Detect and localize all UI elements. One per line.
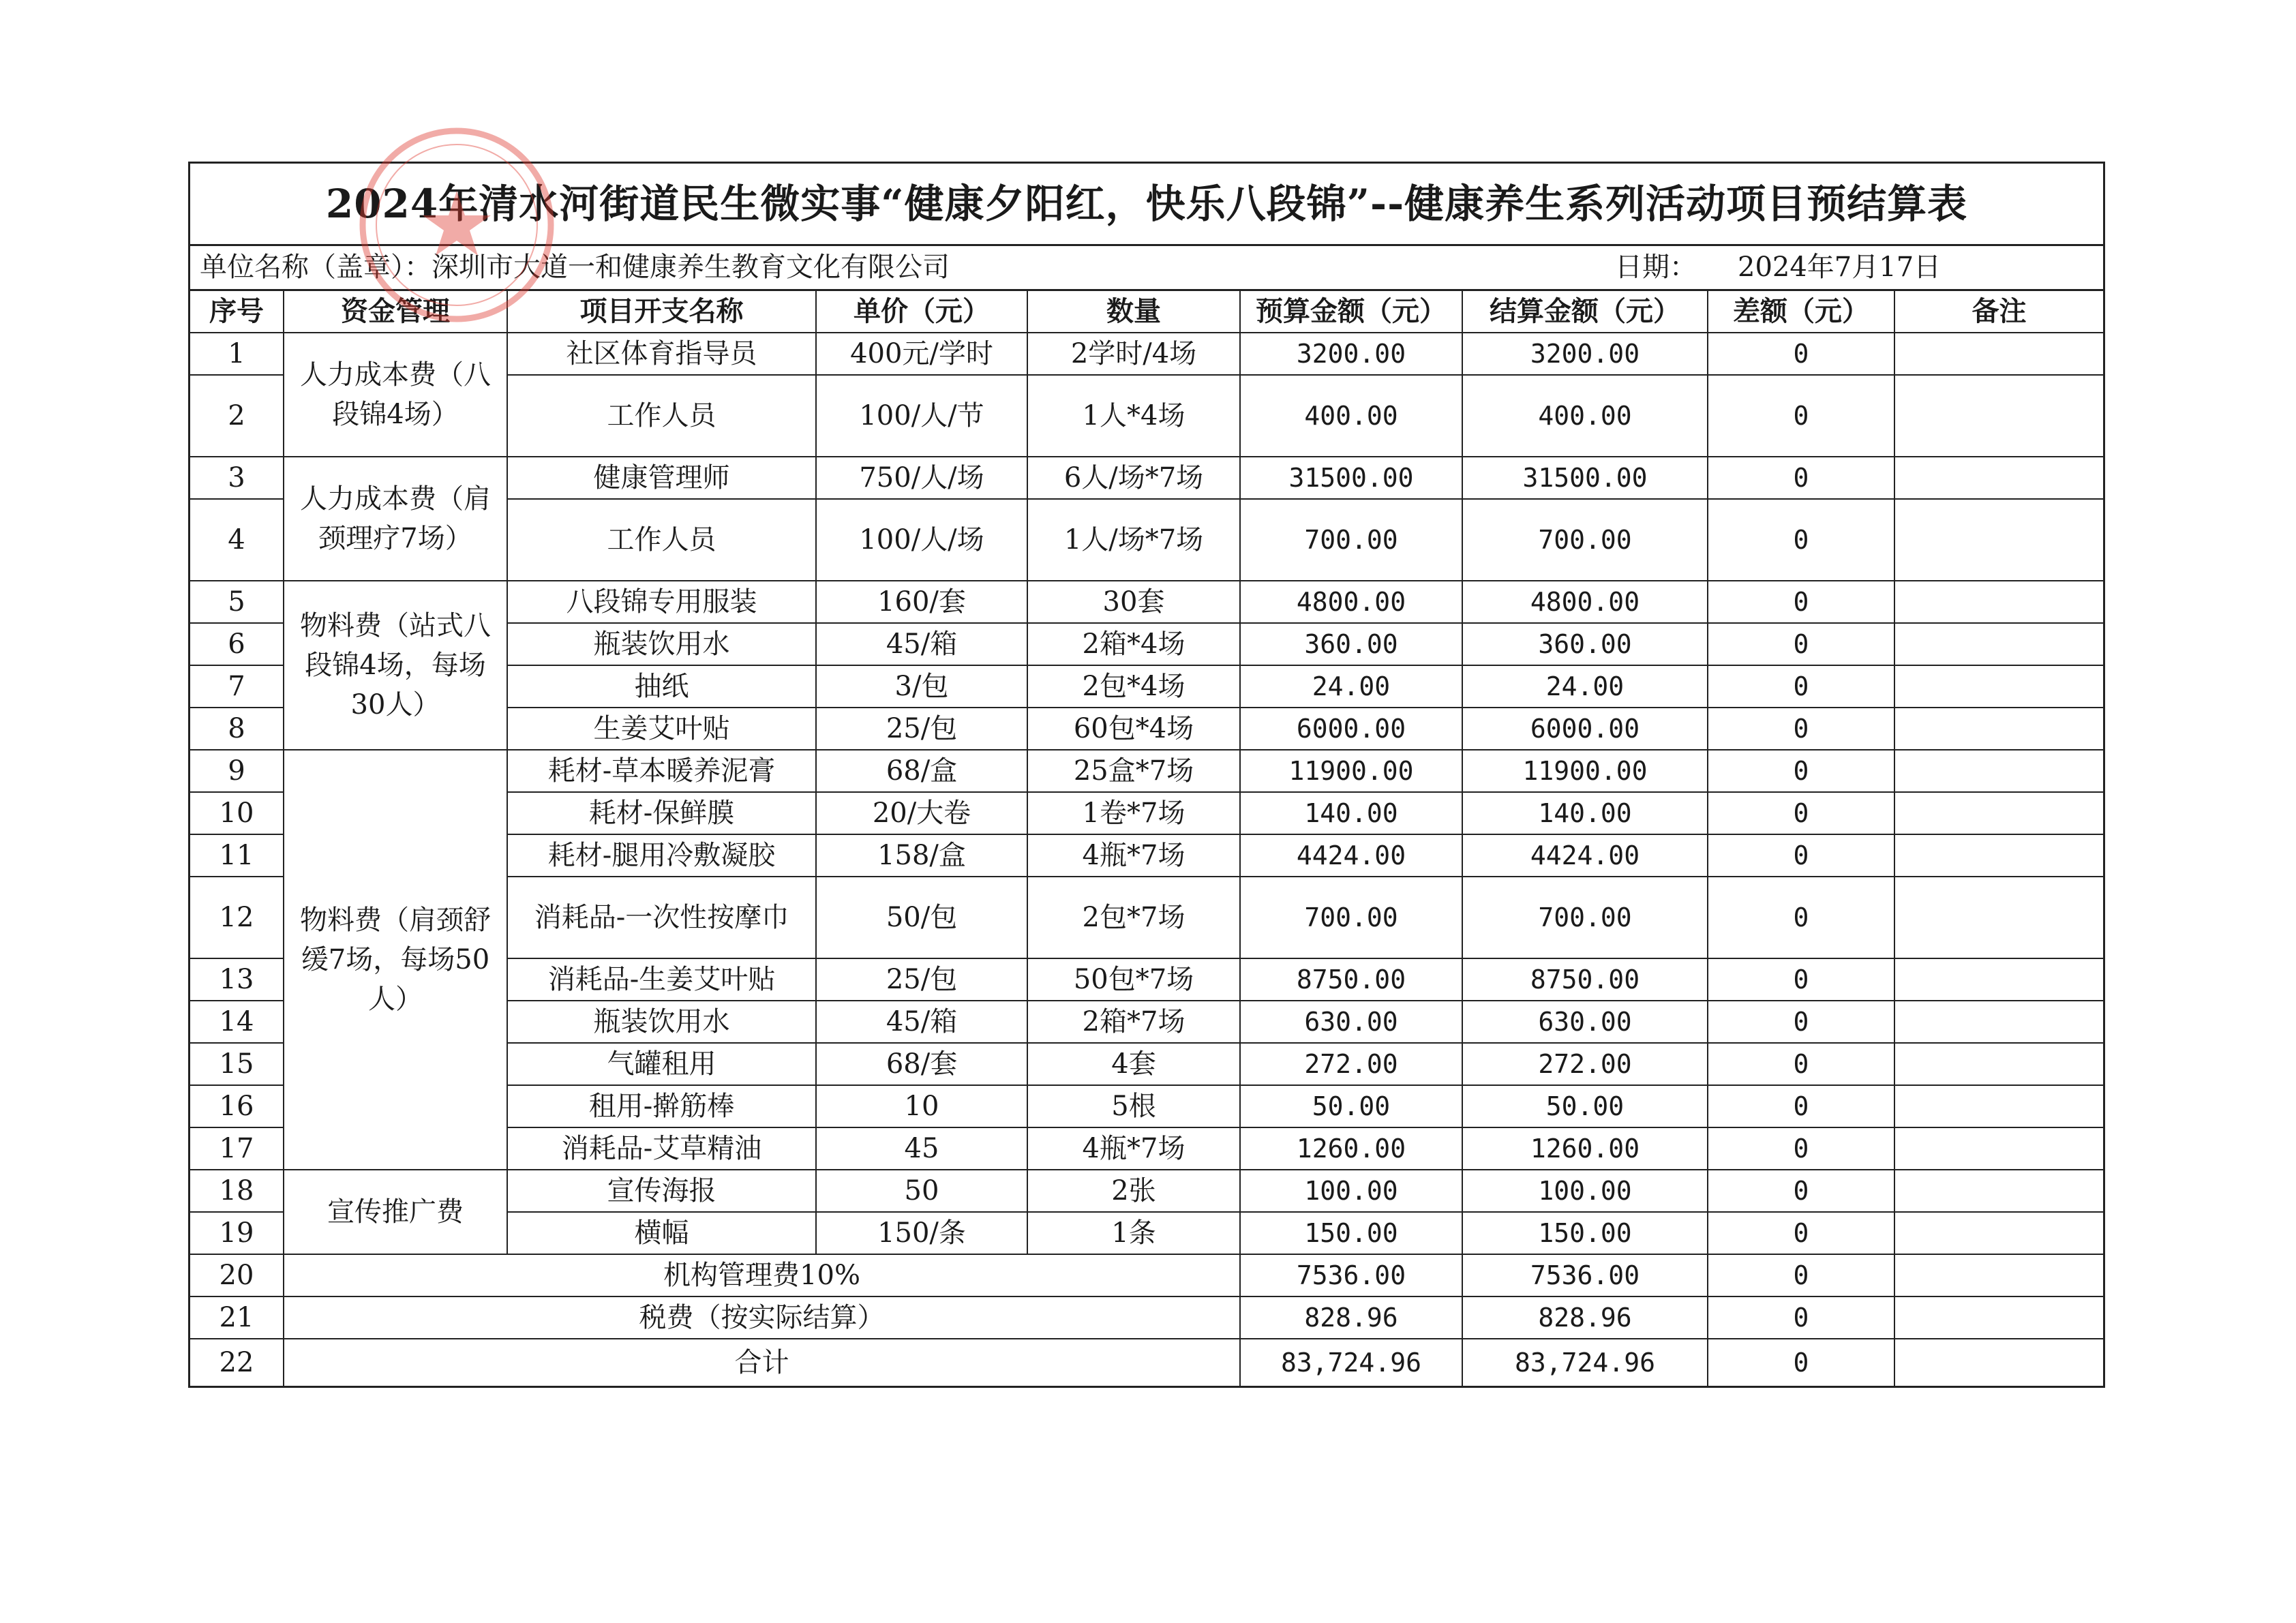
settle-cell: 150.00 bbox=[1462, 1212, 1708, 1254]
summary-row bbox=[190, 1296, 2103, 1339]
settle-cell: 400.00 bbox=[1462, 375, 1708, 457]
item-cell: 消耗品-生姜艾叶贴 bbox=[507, 958, 816, 1001]
qty-cell: 1人*4场 bbox=[1027, 375, 1240, 457]
settle-cell: 1260.00 bbox=[1462, 1127, 1708, 1170]
seq-cell: 2 bbox=[190, 375, 284, 457]
item-cell: 横幅 bbox=[507, 1212, 816, 1254]
settle-cell: 24.00 bbox=[1462, 665, 1708, 708]
budget-table bbox=[190, 291, 2103, 1386]
seq-cell: 9 bbox=[190, 750, 284, 792]
header-diff: 差额（元） bbox=[1708, 291, 1894, 333]
budget-cell: 31500.00 bbox=[1240, 457, 1462, 499]
price-cell: 25/包 bbox=[816, 958, 1027, 1001]
note-cell bbox=[1894, 1170, 2103, 1212]
category-cell: 宣传推广费 bbox=[284, 1170, 507, 1254]
seq-cell: 4 bbox=[190, 499, 284, 581]
diff-cell: 0 bbox=[1708, 333, 1894, 375]
item-cell: 瓶装饮用水 bbox=[507, 1001, 816, 1043]
seq-cell: 3 bbox=[190, 457, 284, 499]
category-cell: 人力成本费（肩颈理疗7场） bbox=[284, 457, 507, 581]
budget-cell: 1260.00 bbox=[1240, 1127, 1462, 1170]
note-cell bbox=[1894, 1339, 2103, 1386]
note-cell bbox=[1894, 1085, 2103, 1127]
settle-cell: 31500.00 bbox=[1462, 457, 1708, 499]
qty-cell: 4套 bbox=[1027, 1043, 1240, 1085]
price-cell: 400元/学时 bbox=[816, 333, 1027, 375]
budget-cell: 24.00 bbox=[1240, 665, 1462, 708]
price-cell: 100/人/场 bbox=[816, 499, 1027, 581]
item-cell: 消耗品-艾草精油 bbox=[507, 1127, 816, 1170]
diff-cell: 0 bbox=[1708, 1212, 1894, 1254]
meta-row bbox=[190, 246, 2103, 291]
budget-total: 83,724.96 bbox=[1240, 1339, 1462, 1386]
header-item: 项目开支名称 bbox=[507, 291, 816, 333]
note-cell bbox=[1894, 834, 2103, 877]
budget-cell: 140.00 bbox=[1240, 792, 1462, 834]
settle-total: 83,724.96 bbox=[1462, 1339, 1708, 1386]
note-cell bbox=[1894, 375, 2103, 457]
diff-cell: 0 bbox=[1708, 1001, 1894, 1043]
seq-cell: 5 bbox=[190, 581, 284, 623]
diff-cell: 0 bbox=[1708, 1085, 1894, 1127]
budget-cell: 150.00 bbox=[1240, 1212, 1462, 1254]
price-cell: 68/盒 bbox=[816, 750, 1027, 792]
qty-cell: 30套 bbox=[1027, 581, 1240, 623]
diff-cell: 0 bbox=[1708, 499, 1894, 581]
diff-cell: 0 bbox=[1708, 1170, 1894, 1212]
settle-cell: 828.96 bbox=[1462, 1296, 1708, 1339]
diff-cell: 0 bbox=[1708, 1339, 1894, 1386]
qty-cell: 60包*4场 bbox=[1027, 708, 1240, 750]
budget-cell: 8750.00 bbox=[1240, 958, 1462, 1001]
note-cell bbox=[1894, 1001, 2103, 1043]
note-cell bbox=[1894, 581, 2103, 623]
header-budget: 预算金额（元） bbox=[1240, 291, 1462, 333]
header-row bbox=[190, 291, 2103, 333]
note-cell bbox=[1894, 665, 2103, 708]
table-row bbox=[190, 1170, 2103, 1212]
diff-cell: 0 bbox=[1708, 1127, 1894, 1170]
note-cell bbox=[1894, 708, 2103, 750]
header-seq: 序号 bbox=[190, 291, 284, 333]
price-cell: 3/包 bbox=[816, 665, 1027, 708]
budget-cell: 4800.00 bbox=[1240, 581, 1462, 623]
item-cell: 生姜艾叶贴 bbox=[507, 708, 816, 750]
note-cell bbox=[1894, 623, 2103, 665]
table-row bbox=[190, 750, 2103, 792]
item-cell: 耗材-腿用冷敷凝胶 bbox=[507, 834, 816, 877]
budget-cell: 828.96 bbox=[1240, 1296, 1462, 1339]
seq-cell: 14 bbox=[190, 1001, 284, 1043]
qty-cell: 2包*4场 bbox=[1027, 665, 1240, 708]
diff-cell: 0 bbox=[1708, 375, 1894, 457]
settle-cell: 11900.00 bbox=[1462, 750, 1708, 792]
unit-label: 单位名称（盖章）： bbox=[200, 252, 432, 283]
qty-cell: 6人/场*7场 bbox=[1027, 457, 1240, 499]
budget-cell: 400.00 bbox=[1240, 375, 1462, 457]
diff-cell: 0 bbox=[1708, 1043, 1894, 1085]
qty-cell: 5根 bbox=[1027, 1085, 1240, 1127]
price-cell: 45/箱 bbox=[816, 623, 1027, 665]
settle-cell: 630.00 bbox=[1462, 1001, 1708, 1043]
seq-cell: 17 bbox=[190, 1127, 284, 1170]
note-cell bbox=[1894, 499, 2103, 581]
price-cell: 50 bbox=[816, 1170, 1027, 1212]
budget-cell: 700.00 bbox=[1240, 877, 1462, 958]
diff-cell: 0 bbox=[1708, 750, 1894, 792]
qty-cell: 2包*7场 bbox=[1027, 877, 1240, 958]
note-cell bbox=[1894, 333, 2103, 375]
item-cell: 气罐租用 bbox=[507, 1043, 816, 1085]
budget-cell: 3200.00 bbox=[1240, 333, 1462, 375]
item-cell: 消耗品-一次性按摩巾 bbox=[507, 877, 816, 958]
price-cell: 10 bbox=[816, 1085, 1027, 1127]
settle-cell: 4424.00 bbox=[1462, 834, 1708, 877]
price-cell: 50/包 bbox=[816, 877, 1027, 958]
qty-cell: 25盒*7场 bbox=[1027, 750, 1240, 792]
note-cell bbox=[1894, 1043, 2103, 1085]
date-info bbox=[1615, 246, 1941, 289]
date-label: 日期： bbox=[1615, 252, 1697, 283]
item-cell: 八段锦专用服装 bbox=[507, 581, 816, 623]
item-cell: 瓶装饮用水 bbox=[507, 623, 816, 665]
qty-cell: 2张 bbox=[1027, 1170, 1240, 1212]
diff-cell: 0 bbox=[1708, 581, 1894, 623]
seq-cell: 10 bbox=[190, 792, 284, 834]
note-cell bbox=[1894, 457, 2103, 499]
category-cell: 物料费（站式八段锦4场，每场30人） bbox=[284, 581, 507, 750]
header-fund: 资金管理 bbox=[284, 291, 507, 333]
table-row bbox=[190, 333, 2103, 375]
summary-label: 税费（按实际结算） bbox=[284, 1296, 1240, 1339]
budget-cell: 50.00 bbox=[1240, 1085, 1462, 1127]
item-cell: 耗材-草本暖养泥膏 bbox=[507, 750, 816, 792]
price-cell: 150/条 bbox=[816, 1212, 1027, 1254]
diff-cell: 0 bbox=[1708, 708, 1894, 750]
item-cell: 健康管理师 bbox=[507, 457, 816, 499]
seq-cell: 16 bbox=[190, 1085, 284, 1127]
diff-cell: 0 bbox=[1708, 1296, 1894, 1339]
unit-name: 深圳市大道一和健康养生教育文化有限公司 bbox=[432, 252, 950, 283]
summary-label: 机构管理费10% bbox=[284, 1254, 1240, 1296]
unit-info bbox=[200, 246, 950, 289]
qty-cell: 1卷*7场 bbox=[1027, 792, 1240, 834]
price-cell: 25/包 bbox=[816, 708, 1027, 750]
price-cell: 100/人/节 bbox=[816, 375, 1027, 457]
date-value: 2024年7月17日 bbox=[1738, 252, 1942, 283]
item-cell: 工作人员 bbox=[507, 499, 816, 581]
qty-cell: 2箱*7场 bbox=[1027, 1001, 1240, 1043]
budget-cell: 11900.00 bbox=[1240, 750, 1462, 792]
category-cell: 人力成本费（八段锦4场） bbox=[284, 333, 507, 457]
note-cell bbox=[1894, 792, 2103, 834]
price-cell: 158/盒 bbox=[816, 834, 1027, 877]
seq-cell: 7 bbox=[190, 665, 284, 708]
diff-cell: 0 bbox=[1708, 457, 1894, 499]
qty-cell: 50包*7场 bbox=[1027, 958, 1240, 1001]
settle-cell: 3200.00 bbox=[1462, 333, 1708, 375]
diff-cell: 0 bbox=[1708, 834, 1894, 877]
price-cell: 160/套 bbox=[816, 581, 1027, 623]
seq-cell: 21 bbox=[190, 1296, 284, 1339]
settle-cell: 7536.00 bbox=[1462, 1254, 1708, 1296]
header-qty: 数量 bbox=[1027, 291, 1240, 333]
settle-cell: 360.00 bbox=[1462, 623, 1708, 665]
category-cell: 物料费（肩颈舒缓7场，每场50人） bbox=[284, 750, 507, 1170]
settle-cell: 8750.00 bbox=[1462, 958, 1708, 1001]
note-cell bbox=[1894, 1254, 2103, 1296]
qty-cell: 1人/场*7场 bbox=[1027, 499, 1240, 581]
budget-cell: 7536.00 bbox=[1240, 1254, 1462, 1296]
total-row bbox=[190, 1339, 2103, 1386]
diff-cell: 0 bbox=[1708, 877, 1894, 958]
seq-cell: 22 bbox=[190, 1339, 284, 1386]
price-cell: 750/人/场 bbox=[816, 457, 1027, 499]
budget-sheet bbox=[188, 162, 2105, 1388]
price-cell: 45 bbox=[816, 1127, 1027, 1170]
qty-cell: 4瓶*7场 bbox=[1027, 834, 1240, 877]
price-cell: 20/大卷 bbox=[816, 792, 1027, 834]
summary-row bbox=[190, 1254, 2103, 1296]
diff-cell: 0 bbox=[1708, 792, 1894, 834]
header-settle: 结算金额（元） bbox=[1462, 291, 1708, 333]
settle-cell: 50.00 bbox=[1462, 1085, 1708, 1127]
price-cell: 45/箱 bbox=[816, 1001, 1027, 1043]
settle-cell: 100.00 bbox=[1462, 1170, 1708, 1212]
table-row bbox=[190, 581, 2103, 623]
seq-cell: 6 bbox=[190, 623, 284, 665]
settle-cell: 6000.00 bbox=[1462, 708, 1708, 750]
note-cell bbox=[1894, 1212, 2103, 1254]
budget-cell: 100.00 bbox=[1240, 1170, 1462, 1212]
diff-cell: 0 bbox=[1708, 958, 1894, 1001]
diff-cell: 0 bbox=[1708, 1254, 1894, 1296]
seq-cell: 11 bbox=[190, 834, 284, 877]
qty-cell: 1条 bbox=[1027, 1212, 1240, 1254]
note-cell bbox=[1894, 1127, 2103, 1170]
budget-cell: 272.00 bbox=[1240, 1043, 1462, 1085]
note-cell bbox=[1894, 750, 2103, 792]
budget-cell: 700.00 bbox=[1240, 499, 1462, 581]
qty-cell: 2箱*4场 bbox=[1027, 623, 1240, 665]
item-cell: 租用-擀筋棒 bbox=[507, 1085, 816, 1127]
diff-cell: 0 bbox=[1708, 665, 1894, 708]
item-cell: 耗材-保鲜膜 bbox=[507, 792, 816, 834]
seq-cell: 1 bbox=[190, 333, 284, 375]
price-cell: 68/套 bbox=[816, 1043, 1027, 1085]
item-cell: 抽纸 bbox=[507, 665, 816, 708]
table-row bbox=[190, 457, 2103, 499]
seq-cell: 12 bbox=[190, 877, 284, 958]
note-cell bbox=[1894, 877, 2103, 958]
budget-cell: 4424.00 bbox=[1240, 834, 1462, 877]
settle-cell: 272.00 bbox=[1462, 1043, 1708, 1085]
seq-cell: 8 bbox=[190, 708, 284, 750]
seq-cell: 15 bbox=[190, 1043, 284, 1085]
total-label: 合计 bbox=[284, 1339, 1240, 1386]
seq-cell: 20 bbox=[190, 1254, 284, 1296]
item-cell: 社区体育指导员 bbox=[507, 333, 816, 375]
seq-cell: 13 bbox=[190, 958, 284, 1001]
budget-cell: 360.00 bbox=[1240, 623, 1462, 665]
settle-cell: 140.00 bbox=[1462, 792, 1708, 834]
settle-cell: 700.00 bbox=[1462, 877, 1708, 958]
qty-cell: 2学时/4场 bbox=[1027, 333, 1240, 375]
header-price: 单价（元） bbox=[816, 291, 1027, 333]
settle-cell: 4800.00 bbox=[1462, 581, 1708, 623]
item-cell: 宣传海报 bbox=[507, 1170, 816, 1212]
note-cell bbox=[1894, 958, 2103, 1001]
document-title: 2024年清水河街道民生微实事“健康夕阳红，快乐八段锦”--健康养生系列活动项目预结算表 bbox=[190, 164, 2103, 246]
qty-cell: 4瓶*7场 bbox=[1027, 1127, 1240, 1170]
budget-cell: 6000.00 bbox=[1240, 708, 1462, 750]
settle-cell: 700.00 bbox=[1462, 499, 1708, 581]
seq-cell: 19 bbox=[190, 1212, 284, 1254]
budget-cell: 630.00 bbox=[1240, 1001, 1462, 1043]
note-cell bbox=[1894, 1296, 2103, 1339]
item-cell: 工作人员 bbox=[507, 375, 816, 457]
diff-cell: 0 bbox=[1708, 623, 1894, 665]
seq-cell: 18 bbox=[190, 1170, 284, 1212]
header-note: 备注 bbox=[1894, 291, 2103, 333]
